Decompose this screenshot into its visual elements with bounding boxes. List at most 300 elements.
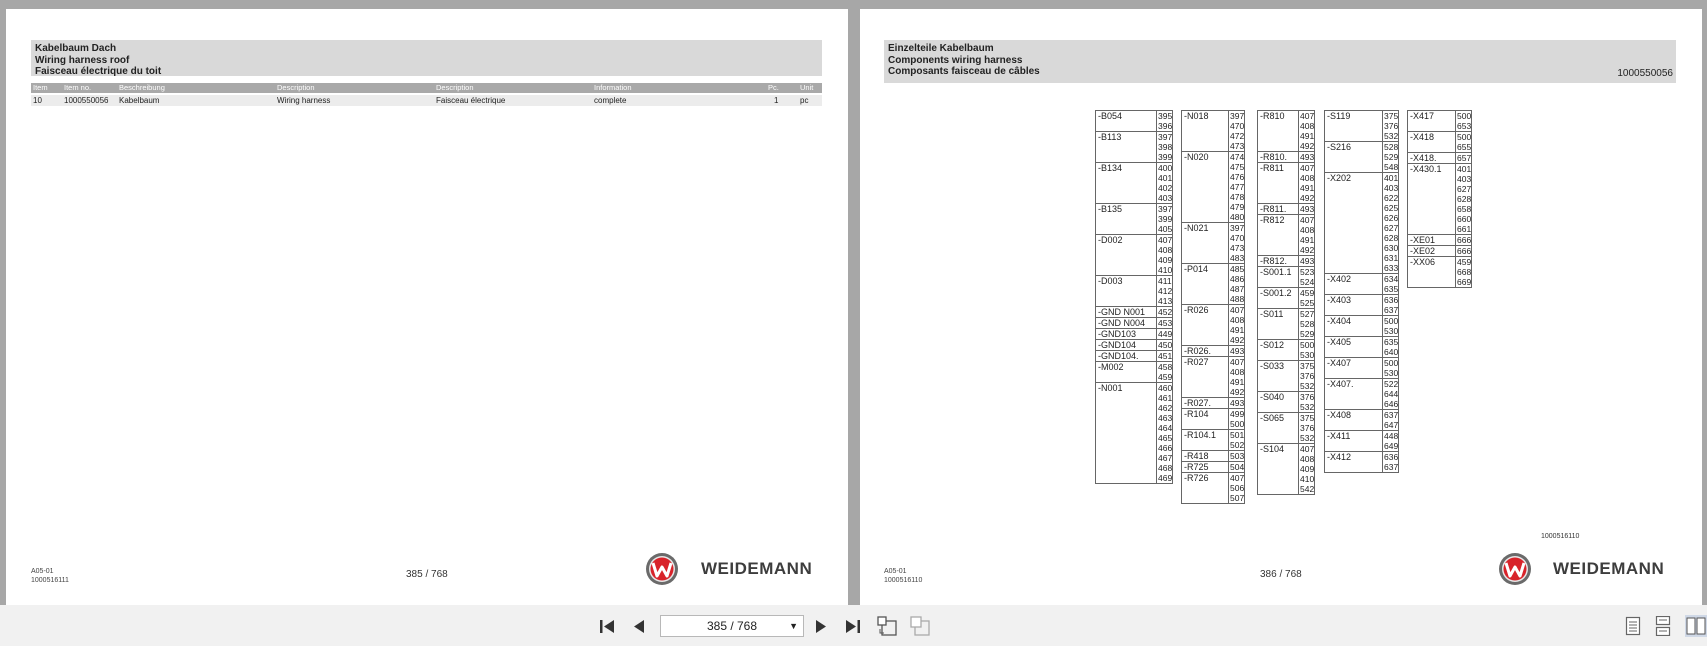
page-ref[interactable]: 407 [1300,215,1315,225]
component-group [1182,397,1244,408]
component-group [1096,317,1172,328]
page-ref[interactable]: 668 [1457,267,1472,277]
component-group [1096,328,1172,339]
component-group [1325,141,1398,172]
page-ref[interactable]: 542 [1300,484,1315,494]
component-label: -S119 [1327,111,1351,121]
page-ref[interactable]: 486 [1230,274,1245,284]
page-ref[interactable]: 475 [1230,162,1245,172]
page-ref[interactable]: 474 [1230,152,1245,162]
component-label: -GND N001 [1098,307,1146,317]
page-refs [1156,163,1172,203]
page-ref[interactable]: 530 [1384,326,1399,336]
component-label: -S065 [1260,413,1285,423]
page-ref[interactable]: 661 [1457,224,1472,234]
cell-beschreibung: Kabelbaum [119,96,160,105]
page-refs [1156,329,1172,339]
component-label: -R725 [1184,462,1209,472]
page-ref[interactable]: 660 [1457,214,1472,224]
page-ref[interactable]: 449 [1158,329,1173,339]
page-ref[interactable]: 467 [1158,453,1173,463]
footer-code-1: A05-01 [31,568,54,575]
component-label: -R811. [1260,204,1287,214]
page-ref[interactable]: 400 [1158,163,1173,173]
component-group [1325,273,1398,294]
page-ref[interactable]: 459 [1457,257,1472,267]
single-page-icon[interactable] [1625,616,1641,636]
component-group [1096,382,1172,483]
col-beschreibung: Beschreibung [119,83,165,92]
page-ref[interactable]: 523 [1300,267,1315,277]
component-label: -S001.1 [1260,267,1292,277]
page-ref[interactable]: 492 [1300,141,1315,151]
page-refs [1382,410,1398,430]
page-ref[interactable]: 669 [1457,277,1472,287]
page-ref[interactable]: 395 [1158,111,1173,121]
page-ref[interactable]: 407 [1300,444,1315,454]
component-group [1325,378,1398,409]
page-ref[interactable]: 630 [1384,243,1399,253]
page-ref[interactable]: 376 [1300,371,1315,381]
page-ref[interactable]: 401 [1384,173,1399,183]
component-group [1182,429,1244,450]
page-ref[interactable]: 500 [1457,132,1472,142]
page-ref[interactable]: 636 [1384,452,1399,462]
page-ref[interactable]: 407 [1230,357,1245,367]
continuous-page-icon[interactable] [1655,616,1671,636]
component-group [1182,304,1244,345]
page-ref[interactable]: 500 [1230,419,1245,429]
page-refs [1228,346,1244,356]
page-ref[interactable]: 636 [1384,295,1399,305]
page-ref[interactable]: 627 [1384,223,1399,233]
page-ref[interactable]: 525 [1300,298,1315,308]
weidemann-logo-icon [1498,552,1532,586]
component-label: -R026. [1184,346,1212,356]
component-label: -B113 [1098,132,1122,142]
page-ref[interactable]: 466 [1158,443,1173,453]
page-ref[interactable]: 407 [1300,163,1315,173]
page-ref[interactable]: 666 [1457,235,1472,245]
page-ref[interactable]: 408 [1300,173,1315,183]
component-label: -D002 [1098,235,1123,245]
page-ref[interactable]: 626 [1384,213,1399,223]
page-ref[interactable]: 532 [1300,433,1315,443]
page-ref[interactable]: 493 [1230,398,1245,408]
page-ref[interactable]: 646 [1384,399,1399,409]
component-group [1258,214,1314,255]
fit-width-icon[interactable] [909,615,931,637]
page-ref[interactable]: 473 [1230,243,1245,253]
page-ref[interactable]: 463 [1158,413,1173,423]
page-385 [6,9,848,605]
page-refs [1228,152,1244,222]
page-ref[interactable]: 529 [1384,152,1399,162]
footer-codes [31,568,69,585]
page-ref[interactable]: 492 [1230,387,1245,397]
page-ref[interactable]: 469 [1158,473,1173,483]
page-ref[interactable]: 399 [1158,152,1173,162]
page-ref[interactable]: 532 [1300,381,1315,391]
page-ref[interactable]: 459 [1300,288,1315,298]
page-ref[interactable]: 507 [1230,493,1245,503]
page-ref[interactable]: 407 [1300,111,1315,121]
page-ref[interactable]: 470 [1230,121,1245,131]
page-ref[interactable]: 480 [1230,212,1245,222]
page-ref[interactable]: 529 [1300,329,1315,339]
page-ref[interactable]: 472 [1230,131,1245,141]
page-ref[interactable]: 500 [1300,340,1315,350]
page-ref[interactable]: 492 [1230,335,1245,345]
page-ref[interactable]: 628 [1384,233,1399,243]
page-refs [1298,392,1314,412]
page-ref[interactable]: 453 [1158,318,1173,328]
page-ref[interactable]: 375 [1300,413,1315,423]
footer-codes [884,568,922,585]
page-ref[interactable]: 397 [1230,111,1245,121]
page-ref[interactable]: 532 [1300,402,1315,412]
page-ref[interactable]: 635 [1384,337,1399,347]
cell-item: 10 [33,96,42,105]
page-ref[interactable]: 649 [1384,441,1399,451]
brand-name: WEIDEMANN [701,559,813,578]
page-number-input[interactable] [660,615,804,637]
component-group [1325,336,1398,357]
page-ref[interactable]: 635 [1384,284,1399,294]
page-ref[interactable]: 532 [1384,131,1399,141]
page-ref[interactable]: 402 [1158,183,1173,193]
page-ref[interactable]: 397 [1158,204,1173,214]
page-ref[interactable]: 452 [1158,307,1173,317]
component-group [1182,461,1244,472]
page-ref[interactable]: 405 [1158,224,1173,234]
page-ref[interactable]: 408 [1158,245,1173,255]
page-ref[interactable]: 625 [1384,203,1399,213]
page-ref[interactable]: 411 [1158,276,1172,286]
page-ref[interactable]: 403 [1158,193,1173,203]
page-ref[interactable]: 500 [1384,316,1399,326]
page-ref[interactable]: 499 [1230,409,1245,419]
page-ref[interactable]: 399 [1158,214,1173,224]
page-ref[interactable]: 407 [1158,235,1173,245]
page-ref[interactable]: 657 [1457,153,1472,163]
component-group [1182,263,1244,304]
page-ref[interactable]: 491 [1300,183,1315,193]
page-ref[interactable]: 407 [1230,473,1245,483]
component-group [1182,450,1244,461]
component-group [1182,345,1244,356]
page-ref[interactable]: 408 [1300,454,1315,464]
component-column [1324,110,1399,473]
component-label: -X411 [1327,431,1351,441]
page-ref[interactable]: 403 [1384,183,1399,193]
page-ref[interactable]: 633 [1384,263,1399,273]
page-refs [1382,173,1398,273]
page-refs [1156,111,1172,131]
page-ref[interactable]: 530 [1384,368,1399,378]
page-ref[interactable]: 644 [1384,389,1399,399]
component-label: -GND103 [1098,329,1137,339]
component-label: -N020 [1184,152,1209,162]
page-ref[interactable]: 450 [1158,340,1173,350]
page-refs [1382,316,1398,336]
page-ref[interactable]: 628 [1457,194,1472,204]
page-refs [1156,204,1172,234]
component-group [1096,234,1172,275]
page-ref[interactable]: 376 [1384,121,1399,131]
page-refs [1382,379,1398,409]
page-ref[interactable]: 470 [1230,233,1245,243]
page-refs [1156,362,1172,382]
component-group [1258,110,1314,151]
page-ref[interactable]: 376 [1300,423,1315,433]
component-group [1258,412,1314,443]
page-ref[interactable]: 504 [1230,462,1245,472]
two-page-icon[interactable] [1685,615,1707,637]
page-ref[interactable]: 491 [1300,235,1315,245]
page-ref[interactable]: 634 [1384,274,1399,284]
col-description-fr: Description [436,83,474,92]
component-group [1325,430,1398,451]
col-information: Information [594,83,632,92]
page-ref[interactable]: 483 [1230,253,1245,263]
page-refs [1455,164,1471,234]
page-header [31,40,822,76]
page-ref[interactable]: 396 [1158,121,1173,131]
component-label: -X407 [1327,358,1352,368]
page-ref[interactable]: 502 [1230,440,1245,450]
component-group [1258,151,1314,162]
component-label: -GND N004 [1098,318,1146,328]
component-group [1325,315,1398,336]
page-ref[interactable]: 528 [1300,319,1315,329]
page-ref[interactable]: 409 [1300,464,1315,474]
component-group [1182,151,1244,222]
title-fr: Composants faisceau de câbles [888,66,1040,77]
page-ref[interactable]: 493 [1300,204,1315,214]
page-ref[interactable]: 375 [1384,111,1399,121]
component-label: -X418 [1410,132,1435,142]
page-ref[interactable]: 413 [1158,296,1173,306]
page-ref[interactable]: 522 [1384,379,1399,389]
viewer-toolbar [0,605,1707,646]
page-ref[interactable]: 479 [1230,202,1245,212]
prev-page-icon[interactable] [632,618,646,635]
component-group [1325,409,1398,430]
table-row[interactable] [31,95,822,106]
cell-item-no: 1000550056 [64,96,109,105]
page-ref[interactable]: 477 [1230,182,1245,192]
component-label: -GND104 [1098,340,1137,350]
page-ref[interactable]: 460 [1158,383,1173,393]
component-label: -X202 [1327,173,1352,183]
page-ref[interactable]: 459 [1158,372,1173,382]
page-ref[interactable]: 461 [1158,393,1173,403]
page-ref[interactable]: 401 [1457,164,1472,174]
component-group [1258,287,1314,308]
cell-description-en: Wiring harness [277,96,331,105]
page-ref[interactable]: 491 [1230,325,1245,335]
page-ref[interactable]: 653 [1457,121,1472,131]
component-group [1258,266,1314,287]
drawing-code: 1000516110 [1541,533,1580,540]
cell-unit: pc [800,96,809,105]
page-ref[interactable]: 458 [1158,362,1173,372]
fit-page-icon[interactable] [876,615,898,637]
page-ref[interactable]: 627 [1457,184,1472,194]
page-ref[interactable]: 503 [1230,451,1245,461]
page-ref[interactable]: 637 [1384,462,1399,472]
page-386 [860,9,1702,605]
page-refs [1228,473,1244,503]
page-ref[interactable]: 465 [1158,433,1173,443]
page-ref[interactable]: 375 [1300,361,1315,371]
chevron-down-icon[interactable]: ▼ [789,621,798,631]
component-label: -R811 [1260,163,1284,173]
page-ref[interactable]: 501 [1230,430,1245,440]
page-refs [1298,340,1314,360]
component-group [1096,131,1172,162]
component-label: -B134 [1098,163,1123,173]
page-ref[interactable]: 410 [1300,474,1315,484]
component-label: -S011 [1260,309,1284,319]
component-label: -R026 [1184,305,1209,315]
component-label: -R104 [1184,409,1209,419]
component-label: -R812. [1260,256,1288,266]
page-ref[interactable]: 548 [1384,162,1399,172]
page-refs [1455,246,1471,256]
page-ref[interactable]: 403 [1457,174,1472,184]
component-group [1258,203,1314,214]
part-number: 1000550056 [1617,68,1673,79]
page-refs [1228,305,1244,345]
page-ref[interactable]: 530 [1300,350,1315,360]
page-header [884,40,1676,83]
page-ref[interactable]: 637 [1384,410,1399,420]
first-page-icon[interactable] [598,618,616,635]
component-label: -P014 [1184,264,1209,274]
page-ref[interactable]: 478 [1230,192,1245,202]
title-en: Wiring harness roof [35,54,130,66]
component-group [1325,294,1398,315]
page-ref[interactable]: 493 [1300,152,1315,162]
next-page-icon[interactable] [814,618,828,635]
page-ref[interactable]: 491 [1230,377,1245,387]
page-ref[interactable]: 408 [1230,367,1245,377]
page-ref[interactable]: 622 [1384,193,1399,203]
page-ref[interactable]: 637 [1384,305,1399,315]
page-ref[interactable]: 410 [1158,265,1173,275]
page-ref[interactable]: 408 [1300,225,1315,235]
page-ref[interactable]: 407 [1230,305,1245,315]
page-ref[interactable]: 412 [1158,286,1173,296]
page-ref[interactable]: 408 [1300,121,1315,131]
page-ref[interactable]: 487 [1230,284,1245,294]
page-ref[interactable]: 408 [1230,315,1245,325]
component-label: -S104 [1260,444,1285,454]
page-ref[interactable]: 506 [1230,483,1245,493]
page-ref[interactable]: 658 [1457,204,1472,214]
page-ref[interactable]: 488 [1230,294,1245,304]
page-ref[interactable]: 462 [1158,403,1173,413]
component-label: -X417 [1410,111,1435,121]
footer-code-2: 1000516111 [31,576,69,584]
page-ref[interactable]: 464 [1158,423,1173,433]
page-ref[interactable]: 468 [1158,463,1173,473]
component-group [1408,234,1471,245]
component-label: -X405 [1327,337,1352,347]
page-ref[interactable]: 397 [1158,132,1173,142]
title-de: Kabelbaum Dach [35,43,117,54]
component-label: -X402 [1327,274,1352,284]
page-ref[interactable]: 485 [1230,264,1245,274]
component-group [1325,172,1398,273]
page-ref[interactable]: 492 [1300,245,1315,255]
page-refs [1298,111,1314,151]
component-group [1258,308,1314,339]
page-ref[interactable]: 409 [1158,255,1173,265]
page-refs [1455,257,1471,287]
page-ref[interactable]: 493 [1300,256,1315,266]
page-ref[interactable]: 401 [1158,173,1173,183]
cell-information: complete [594,96,627,105]
col-unit: Unit [800,83,814,92]
page-refs [1228,357,1244,397]
component-label: -S040 [1260,392,1285,402]
page-ref[interactable]: 492 [1300,193,1315,203]
component-label: -X408 [1327,410,1352,420]
component-label: -S216 [1327,142,1352,152]
component-label: -S001.2 [1260,288,1292,298]
page-ref[interactable]: 398 [1158,142,1173,152]
page-refs [1455,111,1471,131]
page-ref[interactable]: 500 [1457,111,1472,121]
last-page-icon[interactable] [844,618,862,635]
page-ref[interactable]: 476 [1230,172,1245,182]
component-label: -S012 [1260,340,1285,350]
page-ref[interactable]: 666 [1457,246,1472,256]
component-group [1096,306,1172,317]
component-group [1408,110,1471,131]
page-ref[interactable]: 473 [1230,141,1245,151]
page-ref[interactable]: 491 [1300,131,1315,141]
page-refs [1455,153,1471,163]
page-ref[interactable]: 647 [1384,420,1399,430]
component-group [1096,162,1172,203]
page-number: 385 / 768 [406,569,448,580]
component-column [1181,110,1245,504]
page-ref[interactable]: 376 [1300,392,1315,402]
page-ref[interactable]: 640 [1384,347,1399,357]
page-refs [1156,318,1172,328]
page-ref[interactable]: 448 [1384,431,1399,441]
page-ref[interactable]: 500 [1384,358,1399,368]
page-ref[interactable]: 524 [1300,277,1315,287]
page-ref[interactable]: 528 [1384,142,1399,152]
component-group [1096,350,1172,361]
page-ref[interactable]: 451 [1158,351,1173,361]
page-refs [1156,351,1172,361]
page-ref[interactable]: 631 [1384,253,1399,263]
page-ref[interactable]: 397 [1230,223,1245,233]
component-label: -B135 [1098,204,1123,214]
page-ref[interactable]: 493 [1230,346,1245,356]
page-ref[interactable]: 527 [1300,309,1315,319]
component-group [1096,275,1172,306]
page-ref[interactable]: 655 [1457,142,1472,152]
component-label: -XX06 [1410,257,1436,267]
page-refs [1156,132,1172,162]
